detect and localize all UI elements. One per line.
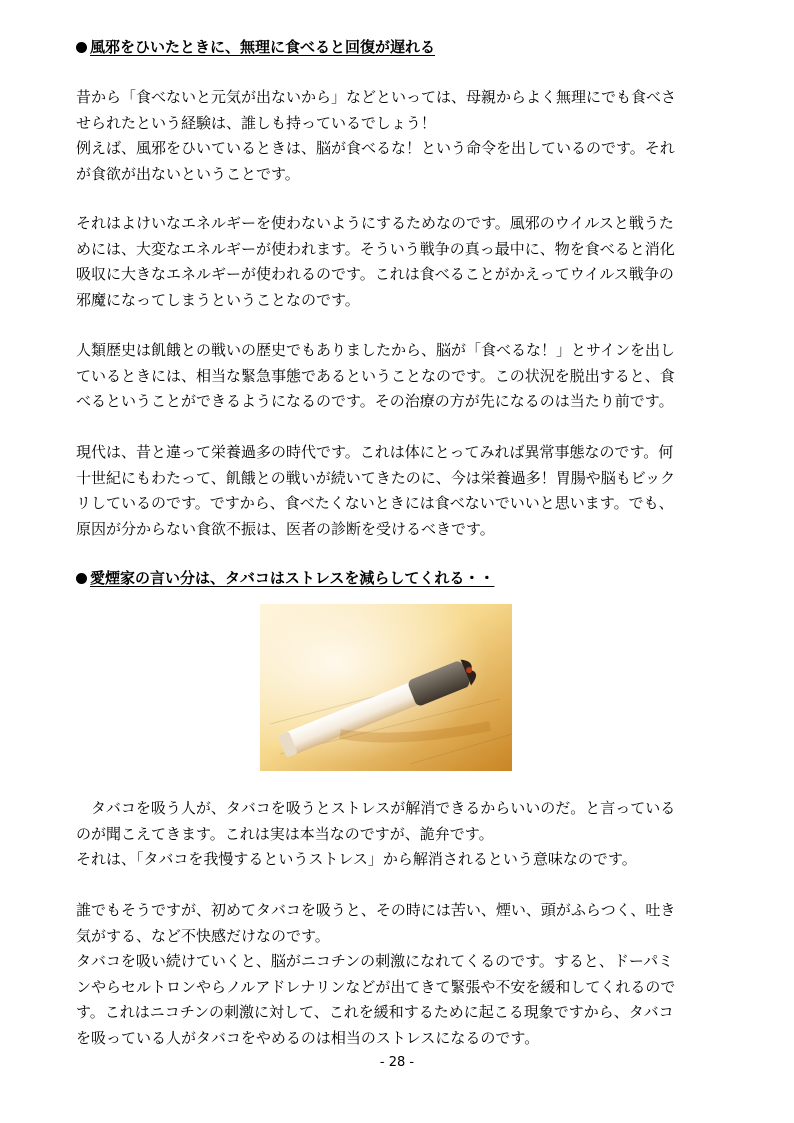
text-line: 吸収に大きなエネルギーが使われるのです。これは食べることがかえってウイルス戦争の <box>76 265 674 284</box>
text-line: 原因が分からない食欲不振は、医者の診断を受けるべきです。 <box>76 519 495 538</box>
text-line: リしているのです。ですから、食べたくないときには食べないでいいと思います。でも、 <box>76 494 674 513</box>
text-line: ているときには、相当な緊急事態であるということなのです。この状況を脱出すると、食 <box>76 366 675 385</box>
text-line: タバコを吸い続けていくと、脳がニコチンの刺激になれてくるのです。すると、ドーパミ <box>76 952 674 971</box>
text-line: 気がする、など不快感だけなのです。 <box>76 926 330 945</box>
text-line: 邪魔になってしまうということなのです。 <box>76 290 360 309</box>
page-number: - 28 - <box>379 1055 415 1070</box>
paragraph-cold-intro <box>76 85 718 187</box>
text-line: べるということができるようになるのです。その治療の方が先になるのは当たり前です。 <box>76 392 674 411</box>
heading-text: 風邪をひいたときに、無理に食べると回復が遅れる <box>90 38 436 56</box>
text-line: せられたという経験は、誰しも持っているでしょう！ <box>76 113 436 132</box>
cigarette-icon <box>260 604 512 771</box>
text-line: めには、大変なエネルギーが使われます。そういう戦争の真っ最中に、物を食べると消化 <box>76 239 675 258</box>
paragraph-hunger-history <box>76 338 718 415</box>
paragraph-smoker-claim <box>76 796 718 873</box>
text-line: タバコを吸う人が、タバコを吸うとストレスが解消できるからいいのだ。と言っている <box>76 799 676 817</box>
text-line: 人類歴史は飢餓との戦いの歴史でもありましたから、脳が「食べるな！」とサインを出し <box>76 341 675 359</box>
text-line: 十世紀にもわたって、飢餓との戦いが続いてきたのに、今は栄養過多！胃腸や脳もビック <box>76 468 676 487</box>
text-line: 現代は、昔と違って栄養過多の時代です。これは体にとってみれば異常事態なのです。何 <box>76 443 674 461</box>
paragraph-nicotine-effect <box>76 898 718 1052</box>
text-line: ンやらセルトロンやらノルアドレナリンなどが出てきて緊張や不安を緩和してくれるので <box>76 977 676 996</box>
text-line: のが聞こえてきます。これは実は本当なのですが、詭弁です。 <box>76 824 494 843</box>
section-heading-cold <box>76 37 435 57</box>
text-line: それは、「タバコを我慢するというストレス」から解消されるという意味なのです。 <box>76 850 637 869</box>
text-line: す。これはニコチンの刺激に対して、これを緩和するために起こる現象ですから、タバコ <box>76 1003 674 1022</box>
bullet-icon <box>76 573 87 584</box>
paragraph-cold-energy <box>76 211 718 313</box>
text-line: 昔から「食べないと元気が出ないから」などといっては、母親からよく無理にでも食べさ <box>76 88 677 106</box>
cigarette-photo <box>260 604 512 771</box>
text-line: を吸っている人がタバコをやめるのは相当のストレスになるのです。 <box>76 1028 540 1047</box>
text-line: が食欲が出ないということです。 <box>76 164 300 183</box>
text-line: それはよけいなエネルギーを使わないようにするためなのです。風邪のウイルスと戦うた <box>76 214 674 232</box>
heading-text: 愛煙家の言い分は、タバコはストレスを減らしてくれる・・ <box>90 569 495 587</box>
bullet-icon <box>76 42 87 53</box>
text-line: 誰でもそうですが、初めてタバコを吸うと、その時には苦い、煙い、頭がふらつく、吐き <box>76 901 676 919</box>
paragraph-modern-nutrition <box>76 440 718 542</box>
section-heading-smoking <box>76 568 494 588</box>
text-line: 例えば、風邪をひいているときは、脳が食べるな！という命令を出しているのです。それ <box>76 139 675 158</box>
